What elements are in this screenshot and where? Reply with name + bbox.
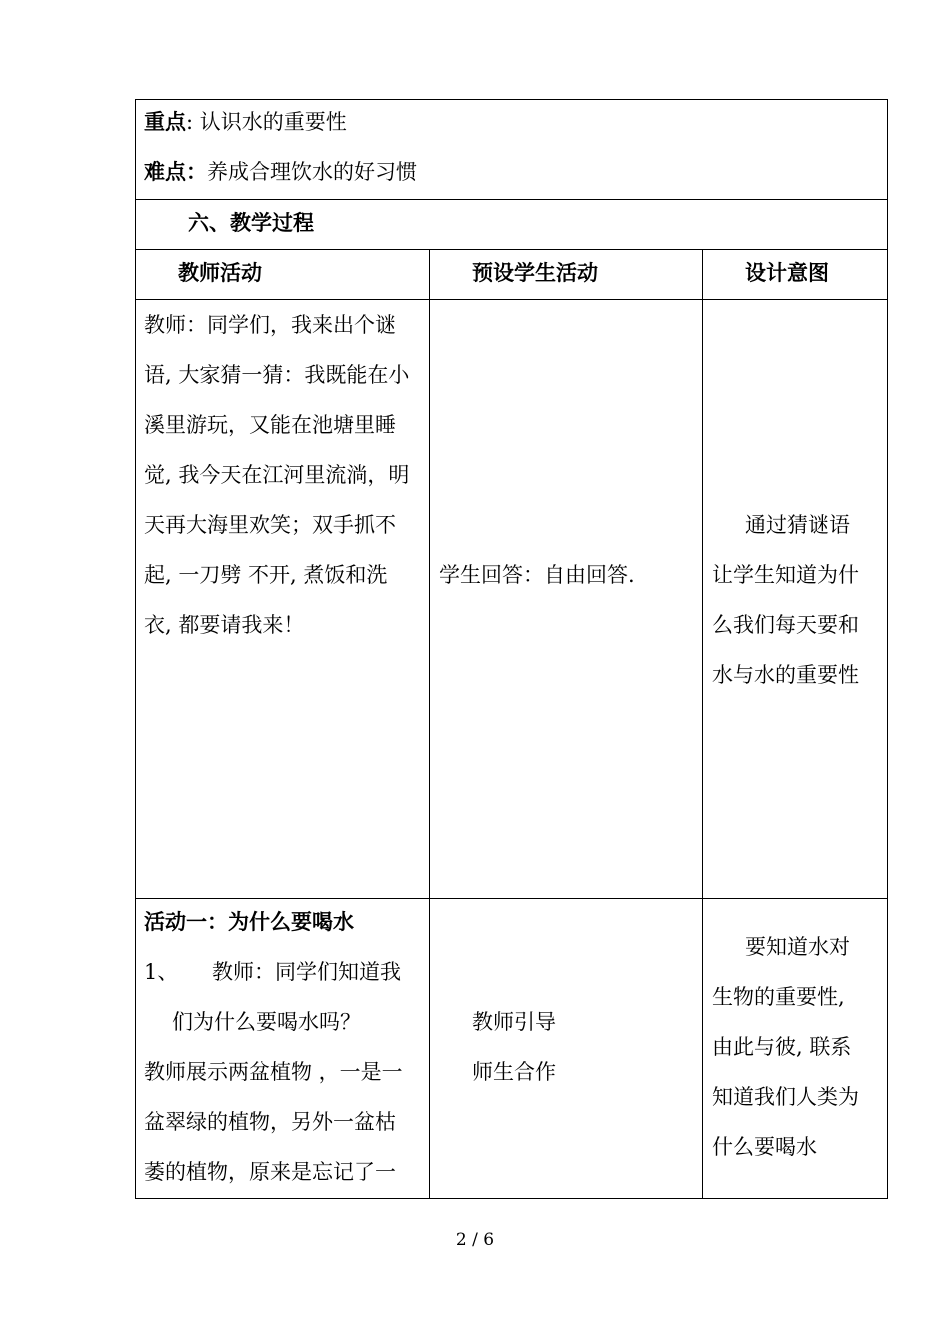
row1-intent-line: 么我们每天要和 (712, 613, 859, 637)
difficulty-label: 难点： (144, 159, 207, 184)
row1-teacher-line: 天再大海里欢笑；双手抓不 (144, 513, 396, 537)
row2-intent-line: 要知道水对 (745, 935, 850, 959)
row2-intent-line: 由此与彼, 联系 (712, 1035, 852, 1059)
row1-teacher-line: 觉, 我今天在江河里流淌，明 (144, 463, 410, 487)
row2-teacher-line: 教师展示两盆植物 ，一是一 (144, 1060, 403, 1084)
row1-teacher-line: 溪里游玩，又能在池塘里睡 (144, 413, 396, 437)
row1-student-text: 学生回答：自由回答. (439, 563, 635, 587)
column-divider (702, 249, 703, 1199)
row2-teacher-line: 们为什么要喝水吗？ (172, 1010, 361, 1034)
row1-teacher-line: 衣, 都要请我来！ (144, 613, 305, 637)
key-point-label: 重点 (144, 109, 186, 134)
key-point-text: 认识水的重要性 (199, 110, 347, 134)
header-teacher-activity: 教师活动 (178, 260, 262, 285)
row2-teacher-line: 1、 (144, 960, 179, 984)
row2-student-line: 教师引导 (472, 1010, 556, 1034)
key-point-row (144, 97, 347, 147)
section-heading: 六、教学过程 (188, 210, 314, 235)
row1-teacher-line: 语, 大家猜一猜：我既能在小 (144, 363, 410, 387)
difficulty-row (144, 147, 417, 197)
row1-intent-line: 让学生知道为什 (712, 563, 859, 587)
header-design-intent: 设计意图 (745, 260, 829, 285)
difficulty-text: 养成合理饮水的好习惯 (207, 160, 417, 184)
row2-intent-line: 知道我们人类为 (712, 1085, 859, 1109)
key-point-colon: : (186, 110, 200, 134)
row2-teacher-line: 教师：同学们知道我 (212, 960, 401, 984)
row1-intent-line: 水与水的重要性 (712, 663, 859, 687)
row2-intent-line: 生物的重要性, (712, 985, 845, 1009)
column-divider (429, 249, 430, 1199)
header-student-activity: 预设学生活动 (472, 260, 598, 285)
row2-intent-line: 什么要喝水 (712, 1135, 817, 1159)
row2-student-line: 师生合作 (472, 1060, 556, 1084)
row1-teacher-line: 起, 一刀劈 不开, 煮饭和洗 (144, 563, 388, 587)
row1-teacher-line: 教师：同学们，我来出个谜 (144, 313, 396, 337)
activity-one-title: 活动一：为什么要喝水 (144, 909, 354, 934)
row2-teacher-line: 萎的植物，原来是忘记了一 (144, 1160, 396, 1184)
row2-teacher-line: 盆翠绿的植物，另外一盆枯 (144, 1110, 396, 1134)
page-indicator: 2 / 6 (455, 1230, 495, 1250)
row1-intent-line: 通过猜谜语 (745, 513, 850, 537)
